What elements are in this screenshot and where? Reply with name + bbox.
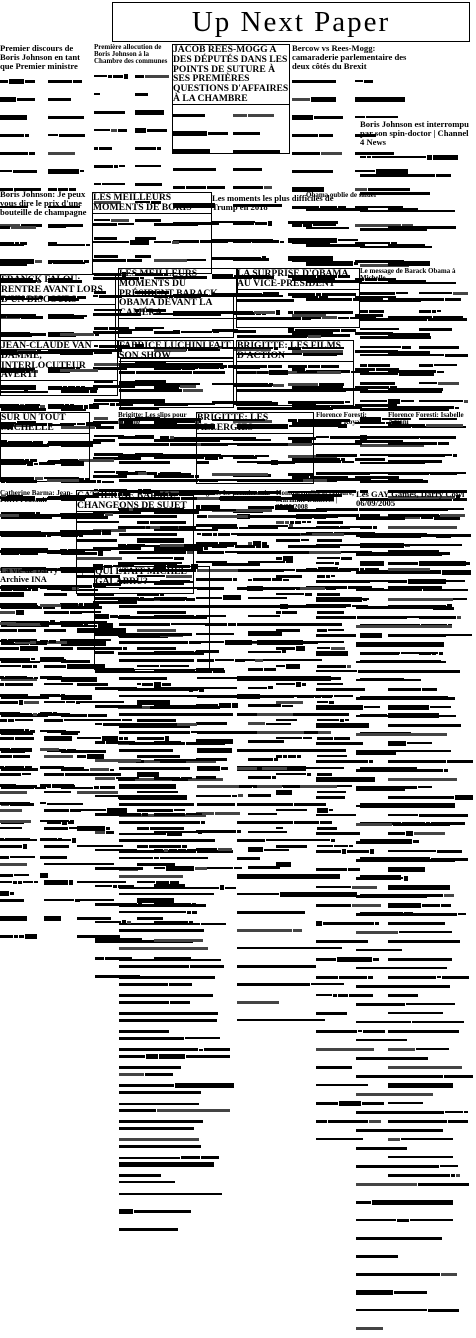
article-headline[interactable]: Première allocution de Boris Johnson à la Chambre des communes: [94, 43, 168, 66]
article-headline[interactable]: BRIGITTE: LES ALLERGIES: [197, 413, 313, 434]
article-card[interactable]: [0, 274, 116, 350]
article-card[interactable]: [360, 120, 472, 188]
article-headline[interactable]: JACOB REES-MOGG A DES DÉPUTÉS DANS LES POINTS DE SUTURE À SES PREMIÈRES QUESTIONS D'AFFAIRES À LA CHAMBRE: [173, 44, 289, 104]
article-headline[interactable]: LES MEILLEURS MOMENTS DE BORIS: [93, 193, 211, 214]
article-card[interactable]: [306, 192, 466, 270]
article-headline[interactable]: Boris Johnson: Je peux vous dire le prix d'une bouteille de champagne: [0, 189, 87, 217]
article-card[interactable]: [118, 340, 234, 361]
article-card[interactable]: [0, 340, 118, 396]
article-headline[interactable]: SUR UN TOUT MICHELLE: [1, 413, 89, 434]
article-body-redacted: [276, 513, 354, 873]
article-card[interactable]: [316, 412, 386, 442]
article-headline[interactable]: Le message de Barack Obama à Michelle: [360, 267, 456, 283]
article-headline[interactable]: QUI ÉTAIT MICHEL GALABRU?: [95, 567, 209, 588]
article-card[interactable]: [276, 490, 354, 608]
article-headline[interactable]: Florence Foresti: Ségolène Royal: [316, 411, 367, 427]
article-headline[interactable]: FABRICE LUCHINI FAIT SON SHOW: [119, 341, 233, 362]
article-headline[interactable]: Boris Johnson est interrompu par son spin-doctor | Channel 4 News: [360, 119, 469, 147]
article-headline[interactable]: Les moments les plus difficiles de Trump en 2018: [212, 193, 334, 212]
article-card[interactable]: [360, 268, 474, 342]
article-headline[interactable]: Premier discours de Boris Johnson en tant que Premier ministre: [0, 43, 80, 71]
article-card[interactable]: [292, 44, 414, 96]
article-headline[interactable]: Catherine Barma: Jean-Pierre Foucault: [0, 489, 73, 505]
article-body-redacted: [356, 510, 474, 1338]
article-headline[interactable]: CATHERINE BARMA: CHANGEONS DE SUJET: [77, 491, 193, 512]
article-card[interactable]: [356, 490, 474, 530]
article-headline[interactable]: Brigitte: Les slips pour homme: [118, 411, 187, 427]
article-card[interactable]: [236, 268, 360, 328]
article-card[interactable]: [388, 412, 474, 442]
article-headline[interactable]: Homosexualité et censure, Marianne Duniéres | 25/09/2008: [276, 489, 354, 512]
article-card[interactable]: [118, 268, 238, 319]
article-headline[interactable]: Brigitte: Le premier soir: [196, 489, 270, 497]
article-headline[interactable]: JEAN-CLAUDE VAN DAMME, INTERLOCUTEUR AVERTI: [1, 341, 117, 381]
article-card[interactable]: [0, 412, 90, 482]
article-headline[interactable]: LES MEILLEURS MOMENTS DU PRÉSIDENT BARACK OBAMA DEVANT LA CAMÉRA: [119, 269, 237, 319]
article-card[interactable]: [94, 566, 210, 670]
article-headline[interactable]: Les GAY Games, Darry Cowl 06/09/2005: [356, 489, 465, 508]
article-card[interactable]: [118, 412, 198, 492]
article-headline[interactable]: Obama oublie de saluer: [306, 191, 377, 199]
masthead: [112, 2, 470, 42]
masthead-title: Up Next Paper: [191, 6, 391, 38]
article-card[interactable]: [236, 340, 354, 406]
article-card[interactable]: [172, 44, 290, 154]
article-headline[interactable]: LA SURPRISE D'OBAMA AU VICE-PRÉSIDENT: [237, 269, 359, 290]
article-headline[interactable]: FRANCK FALOU: RENTRE AVANT LORS D'UN DISCOURS: [1, 275, 115, 305]
article-card[interactable]: [92, 192, 212, 274]
article-body-redacted: [95, 590, 209, 986]
article-headline[interactable]: Bercow vs Rees-Mogg: camaraderie parlementaire des deux côtés du Brexit: [292, 43, 407, 71]
article-card[interactable]: [196, 412, 314, 484]
article-card[interactable]: [0, 566, 84, 662]
article-card[interactable]: [0, 44, 92, 204]
article-headline[interactable]: Florence Foresti: Isabelle Adjani: [388, 411, 464, 427]
article-card[interactable]: [94, 44, 172, 204]
article-body-redacted: [0, 586, 84, 946]
article-headline[interactable]: BRIGITTE: LES FILMS D'ACTION: [237, 341, 353, 362]
article-headline[interactable]: La vie de Darry Cowl | Archive INA: [0, 565, 84, 584]
